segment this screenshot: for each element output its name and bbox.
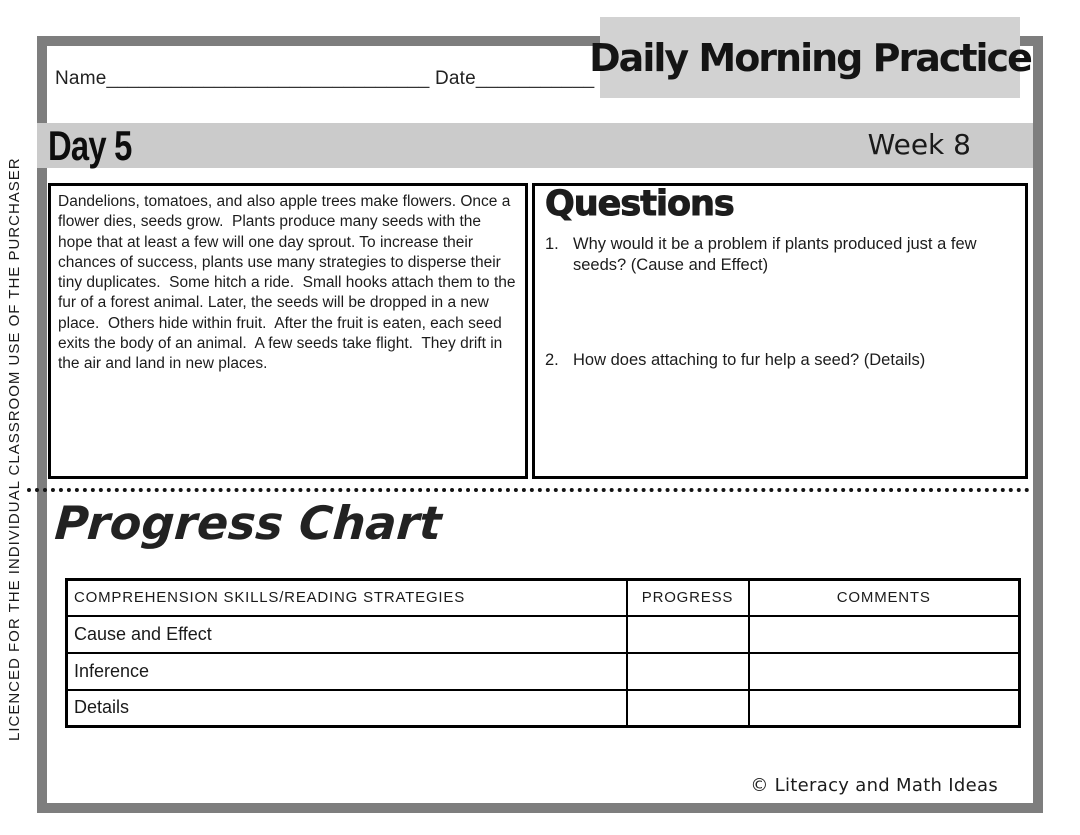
comments-cell bbox=[749, 690, 1020, 727]
day-label: Day 5 bbox=[48, 121, 132, 169]
questions-box bbox=[532, 183, 1028, 479]
reading-passage-text: Dandelions, tomatoes, and also apple trees make flowers. Once a flower dies, seeds grow. Plants produce many seeds with the hope that at least a few will one day sprout. To increase their chances of success, plants use many strategies to disperse their tiny duplicates. Some hitch a ride. Small hooks attach them to the fur of a forest animal. Later, the seeds will be dropped in a new place. Others hide within fruit. After the fruit is eaten, each seed exits the body of an animal. A few seeds take flight. They drift in the air and land in new places. bbox=[58, 193, 520, 373]
column-header-skills: COMPREHENSION SKILLS/READING STRATEGIES bbox=[67, 580, 627, 616]
comments-cell bbox=[749, 616, 1020, 653]
question-2-text: How does attaching to fur help a seed? (Details) bbox=[573, 351, 926, 369]
column-header-progress: PROGRESS bbox=[627, 580, 749, 616]
date-blank-line: ___________ bbox=[475, 68, 595, 89]
name-blank-line: ______________________________ bbox=[106, 68, 430, 89]
comments-cell bbox=[749, 653, 1020, 690]
table-row bbox=[67, 616, 1020, 653]
question-item-1 bbox=[545, 234, 1015, 276]
skill-cell-inference: Inference bbox=[67, 653, 627, 690]
question-1-number: 1. bbox=[545, 235, 559, 253]
progress-cell bbox=[627, 653, 749, 690]
progress-cell bbox=[627, 690, 749, 727]
table-row bbox=[67, 690, 1020, 727]
week-label: Week 8 bbox=[867, 128, 971, 161]
skill-cell-details: Details bbox=[67, 690, 627, 727]
date-label: Date bbox=[434, 68, 476, 89]
question-2-number: 2. bbox=[545, 351, 559, 369]
day-week-banner bbox=[37, 123, 1033, 168]
progress-table-header-row bbox=[67, 580, 1020, 616]
progress-table bbox=[65, 578, 1021, 728]
name-date-line bbox=[55, 68, 594, 90]
progress-cell bbox=[627, 616, 749, 653]
reading-passage-box bbox=[48, 183, 528, 479]
questions-heading: Questions bbox=[545, 184, 734, 224]
worksheet-title: Daily Morning Practice bbox=[589, 35, 1031, 80]
license-vertical-text: LICENCED FOR THE INDIVIDUAL CLASSROOM USE OF THE PURCHASER bbox=[6, 157, 23, 741]
copyright-text: © Literacy and Math Ideas bbox=[750, 775, 998, 796]
question-item-2 bbox=[545, 350, 1015, 371]
progress-chart-heading: Progress Chart bbox=[53, 496, 444, 550]
worksheet-title-banner bbox=[589, 17, 1031, 98]
name-label: Name bbox=[55, 68, 107, 89]
question-1-text: Why would it be a problem if plants produced just a few seeds? (Cause and Effect) bbox=[573, 235, 977, 274]
skill-cell-cause-effect: Cause and Effect bbox=[67, 616, 627, 653]
dotted-divider bbox=[27, 488, 1030, 492]
table-row bbox=[67, 653, 1020, 690]
column-header-comments: COMMENTS bbox=[749, 580, 1020, 616]
